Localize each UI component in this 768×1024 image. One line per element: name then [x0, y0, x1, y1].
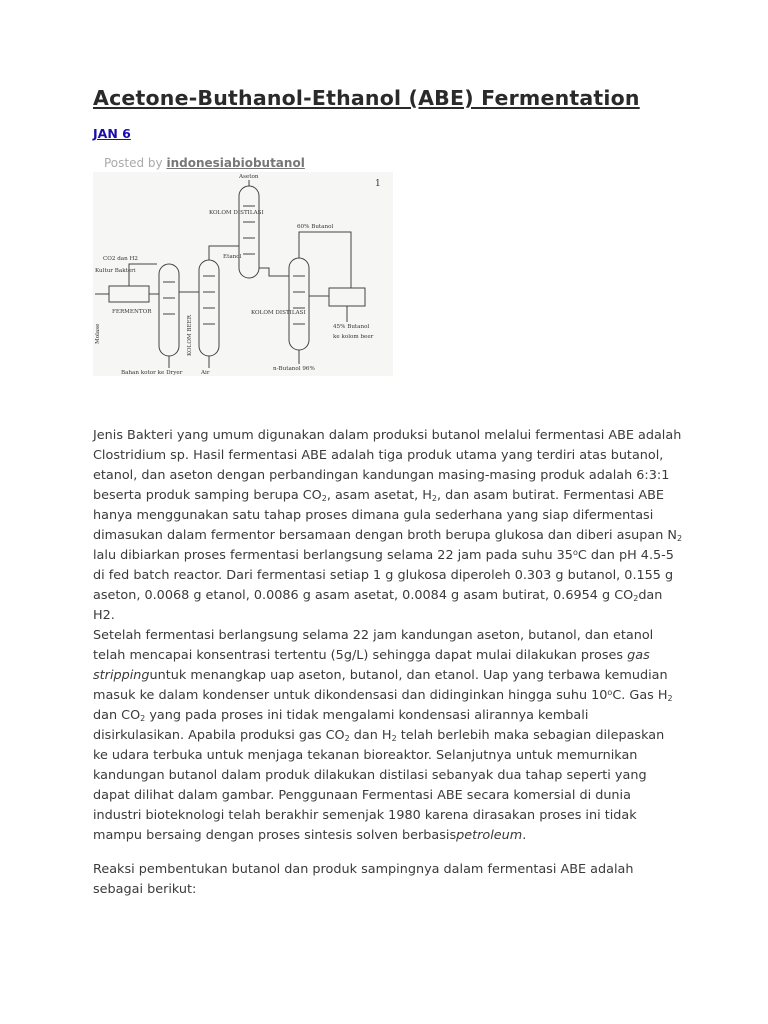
paragraph-1: Jenis Bakteri yang umum digunakan dalam produksi butanol melalui fermentasi ABE adalah Clostridium sp. Hasil fermentasi ABE adalah tiga produk utama yang terdiri atas butanol, etanol, dan aseton dengan perbandingan kandungan masing-masing produk adalah 6:3:1 beserta produk samping berupa $CO_2$, asam asetat, $H_2$, dan asam butirat. Fermentasi ABE hanya menggunakan satu tahap proses dimana gula sederhana yang siap difermentasi dimasukan dalam fermentor bersamaan dengan broth berupa glukosa dan diberi asupan $N_2$ lalu dibiarkan proses fermentasi berlangsung selama 22 jam pada suhu 35$^o$C dan pH 4.5-5 di fed batch reactor. Dari fermentasi setiap 1 g glukosa diperoleh 0.303 g butanol, 0.155 g aseton, 0.0068 g etanol, 0.0086 g asam asetat, 0.0084 g asam butirat, 0.6954 g $CO_2dan$ H2. [93, 428, 683, 623]
diagram-corner-mark: 1 [375, 179, 381, 189]
label-butanol-45: 45% Butanol [333, 324, 370, 330]
posted-by-line [104, 156, 305, 170]
label-molase: Molase [95, 323, 101, 344]
post-title: Acetone-Buthanol-Ethanol (ABE) Fermentation [93, 86, 640, 110]
paragraph-3: Reaksi pembentukan butanol dan produk sampingnya dalam fermentasi ABE adalah sebagai berikut: [93, 862, 634, 897]
article-body [93, 426, 683, 900]
diagram-background [93, 172, 393, 376]
label-aseton: Aseton [239, 174, 259, 180]
label-butanol-60: 60% Butanol [297, 224, 334, 230]
label-kultur-bakteri: Kultur Bakteri [95, 268, 136, 274]
label-kolom-beer: KOLOM BEER [187, 315, 193, 356]
label-fermentor: FERMENTOR [112, 309, 152, 315]
label-air: Air [201, 370, 210, 376]
process-flow-diagram-svg [93, 172, 393, 376]
label-bahan-kotor: Bahan kotor ke Dryer [121, 370, 183, 376]
label-n-butanol: n-Butanol 96% [273, 366, 315, 372]
post-date-link[interactable]: JAN 6 [93, 126, 131, 141]
label-kolom-distilasi-bottom: KOLOM DISTILASI [251, 310, 306, 316]
label-kolom-distilasi-top: KOLOM DISTILASI [209, 210, 264, 216]
process-flow-diagram [93, 172, 393, 376]
author-link[interactable]: indonesiabiobutanol [166, 156, 305, 170]
label-etanol: Etanol [223, 254, 242, 260]
paragraph-2: Setelah fermentasi berlangsung selama 22 jam kandungan aseton, butanol, dan etanol telah mencapai konsentrasi tertentu (5g/L) sehingga dapat mulai dilakukan proses gas strippinguntuk menangkap uap aseton, butanol, dan etanol. Uap yang terbawa kemudian masuk ke dalam kondenser untuk dikondensasi dan didinginkan hingga suhu 10$^o$C. Gas $H_2$ dan $CO_2$ yang pada proses ini tidak mengalami kondensasi alirannya kembali disirkulasikan. Apabila produksi gas $CO_2$ dan $H_2$ telah berlebih maka sebagian dilepaskan ke udara terbuka untuk menjaga tekanan bioreaktor. Selanjutnya untuk memurnikan kandungan butanol dalam produk dilakukan distilasi sebanyak dua tahap seperti yang dapat dilihat dalam gambar. Penggunaan Fermentasi ABE secara komersial di dunia industri bioteknologi telah berakhir semenjak 1980 karena dirasakan proses ini tidak mampu bersaing dengan proses sintesis solven berbasispetroleum. [93, 628, 673, 843]
label-ke-kolom-beer: ke kolom beer [333, 334, 374, 340]
label-co2-h2: CO2 dan H2 [103, 256, 138, 262]
posted-by-label: Posted by [104, 156, 163, 170]
